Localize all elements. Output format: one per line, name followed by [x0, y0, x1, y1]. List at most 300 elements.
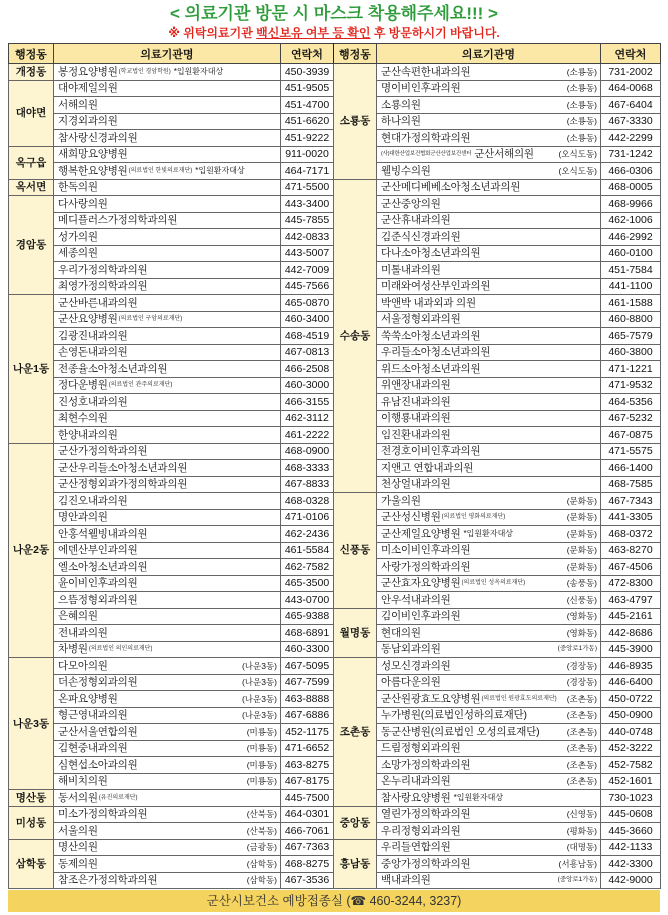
legal-dong-label: (산북동): [246, 809, 277, 820]
institution-name: 참조은가정의학과의원: [58, 874, 158, 887]
phone-number: 468-0372: [601, 526, 661, 543]
institution-name: 새희망요양병원: [58, 148, 128, 161]
institution-name: 동서의원: [58, 791, 98, 804]
institution-cell: [377, 179, 601, 196]
institution-cell: [54, 80, 281, 97]
phone-number: 467-7343: [601, 493, 661, 510]
institution-cell: [54, 707, 281, 724]
institution-cell: [377, 460, 601, 477]
district-cell: 개정동: [9, 64, 54, 81]
institution-name: 열린가정의학과의원: [381, 808, 471, 821]
institution-name-box: [377, 873, 600, 887]
phone-number: 467-7363: [281, 839, 334, 856]
legal-dong-label: (문화동): [566, 545, 597, 556]
legal-dong-label: (조촌동): [566, 776, 597, 787]
institution-name: 유남진내과의원: [381, 395, 451, 408]
legal-dong-label: (조촌동): [566, 759, 597, 770]
institution-list: [8, 43, 660, 912]
phone-number: 443-5007: [281, 245, 334, 262]
institution-name-box: [54, 329, 280, 343]
institution-cell: [54, 806, 281, 823]
institution-name: 군산속편한내과의원: [381, 65, 471, 78]
phone-number: 467-4506: [601, 559, 661, 576]
institution-name-box: [377, 659, 600, 673]
foundation-note: (의료법인 평화의료재단): [441, 514, 506, 521]
phone-number: 445-7855: [281, 212, 334, 229]
institution-cell: [54, 113, 281, 130]
legal-dong-label: (문화동): [566, 528, 597, 539]
institution-cell: [377, 311, 601, 328]
phone-number: 443-0700: [281, 592, 334, 609]
institution-name-box: [377, 494, 600, 508]
institution-name: 군산요양병원: [58, 313, 118, 326]
institution-name: 가울의원: [381, 494, 421, 507]
district-cell: 월명동: [334, 608, 377, 658]
district-cell: 삼학동: [9, 839, 54, 889]
institution-cell: [54, 410, 281, 427]
district-cell: 명산동: [9, 790, 54, 807]
institution-cell: [377, 344, 601, 361]
table-body: [9, 64, 661, 889]
institution-name-box: [377, 296, 600, 310]
table-row: [9, 493, 661, 510]
institution-cell: [377, 872, 601, 889]
institution-name-box: [377, 758, 600, 772]
institution-name: 세종의원: [58, 247, 98, 260]
district-cell: 나운3동: [9, 658, 54, 790]
institution-name-box: [377, 725, 600, 739]
institution-name: 서울의원: [58, 824, 98, 837]
institution-name: 아름다운의원: [381, 676, 441, 689]
institution-cell: [377, 146, 601, 163]
institution-name: 위앤장내과의원: [381, 379, 451, 392]
phone-number: 468-6891: [281, 625, 334, 642]
institution-cell: [377, 674, 601, 691]
phone-number: 461-5584: [281, 542, 334, 559]
legal-dong-label: (문화동): [566, 512, 597, 523]
legal-dong-label: (미룡동): [246, 759, 277, 770]
institution-name-box: [377, 131, 600, 145]
phone-number: 465-3500: [281, 575, 334, 592]
institution-name-box: [54, 477, 280, 491]
institution-name-box: [377, 642, 600, 656]
institution-name: 최현수의원: [58, 412, 108, 425]
institution-name-box: [54, 147, 280, 161]
phone-number: 442-1133: [601, 839, 661, 856]
institution-name-box: [54, 444, 280, 458]
institution-name-box: [54, 378, 280, 392]
institution-name-box: [377, 791, 600, 805]
institution-name: 우리들연합의원: [381, 841, 451, 854]
institution-name-box: [377, 675, 600, 689]
institution-name-box: [377, 114, 600, 128]
institution-name-box: [377, 147, 600, 161]
phone-number: 466-3155: [281, 394, 334, 411]
district-cell: 소룡동: [334, 64, 377, 180]
inpatient-only-tag: *입원환자대상: [453, 792, 504, 802]
institution-name-box: [377, 411, 600, 425]
inpatient-only-tag: *입원환자대상: [463, 528, 514, 538]
legal-dong-label: (산북동): [246, 825, 277, 836]
institution-name-box: [54, 576, 280, 590]
institution-name: 성모신경과의원: [381, 659, 451, 672]
foundation-note: (의료법인 원광효도의료재단): [481, 695, 557, 702]
institution-name: 김광진내과의원: [58, 329, 128, 342]
phone-number: 467-7599: [281, 674, 334, 691]
district-cell: 미성동: [9, 806, 54, 839]
phone-number: 468-4519: [281, 328, 334, 345]
column-header-phone: 연락처: [281, 44, 334, 64]
institution-name: 현대의원: [381, 626, 421, 639]
institution-name: 손영돈내과의원: [58, 346, 128, 359]
institution-name-box: [377, 593, 600, 607]
district-cell: 경암동: [9, 196, 54, 295]
institution-name-box: [54, 527, 280, 541]
phone-number: 471-1221: [601, 361, 661, 378]
legal-dong-label: (대명동): [566, 842, 597, 853]
institution-name: 진성호내과의원: [58, 395, 128, 408]
institution-name-box: [54, 857, 280, 871]
phone-number: 464-7171: [281, 163, 334, 180]
institution-name-box: [54, 164, 280, 178]
phone-number: 468-0900: [281, 443, 334, 460]
institution-name: 온누리내과의원: [381, 775, 451, 788]
institution-name-box: [377, 560, 600, 574]
institution-name-box: [54, 543, 280, 557]
institution-name-box: [54, 362, 280, 376]
institution-name: 사랑가정의학과의원: [381, 560, 471, 573]
phone-number: 445-7566: [281, 278, 334, 295]
institution-cell: [54, 328, 281, 345]
legal-dong-label: (문화동): [566, 495, 597, 506]
institution-cell: [54, 476, 281, 493]
institution-name-box: [377, 626, 600, 640]
institution-name-box: [377, 741, 600, 755]
institution-name: 우리들소아청소년과의원: [381, 346, 491, 359]
district-cell: 옥서면: [9, 179, 54, 196]
institution-name: 군산제일요양병원: [381, 527, 461, 540]
phone-number: 468-0005: [601, 179, 661, 196]
institution-cell: [377, 295, 601, 312]
institution-cell: [377, 542, 601, 559]
institution-name: 소룡의원: [381, 98, 421, 111]
institution-name-box: [54, 659, 280, 673]
institution-name-box: [54, 131, 280, 145]
column-header-institution: 의료기관명: [377, 44, 601, 64]
legal-dong-label: (소룡동): [566, 83, 597, 94]
institution-name: 우리가정의학과의원: [58, 263, 148, 276]
phone-number: 460-3400: [281, 311, 334, 328]
legal-dong-label: (나운3동): [241, 677, 277, 688]
legal-dong-label: (영화동): [566, 611, 597, 622]
institution-name-box: [377, 609, 600, 623]
institution-cell: [54, 163, 281, 180]
institution-name: 전종율소아청소년과의원: [58, 362, 168, 375]
institution-cell: [377, 625, 601, 642]
institution-cell: [377, 377, 601, 394]
phone-number: 452-3222: [601, 740, 661, 757]
institution-cell: [54, 625, 281, 642]
legal-dong-label: (중앙로1가동): [557, 876, 597, 884]
institution-name: 우리정형외과의원: [381, 824, 461, 837]
phone-number: 461-1588: [601, 295, 661, 312]
institution-cell: [377, 328, 601, 345]
institution-cell: [377, 443, 601, 460]
foundation-note: (의료법인 성옥의료재단): [461, 580, 526, 587]
institution-cell: [54, 592, 281, 609]
legal-dong-label: (나운3동): [241, 710, 277, 721]
institution-name: 위드소아청소년과의원: [381, 362, 481, 375]
legal-dong-label: (소룡동): [566, 99, 597, 110]
institution-name: 대야제일의원: [58, 82, 118, 95]
institution-name: 안우석내과의원: [381, 593, 451, 606]
institution-name-box: [54, 774, 280, 788]
table-row: [9, 658, 661, 675]
phone-number: 471-5575: [601, 443, 661, 460]
legal-dong-label: (삼학동): [246, 875, 277, 886]
institution-cell: [54, 526, 281, 543]
institution-name: 미소가정의학과의원: [58, 808, 148, 821]
phone-number: 451-6620: [281, 113, 334, 130]
phone-number: 450-3939: [281, 64, 334, 81]
legal-dong-label: (서흥남동): [558, 858, 597, 869]
institution-cell: [377, 757, 601, 774]
institution-cell: [377, 509, 601, 526]
district-cell: 나운2동: [9, 443, 54, 658]
institution-name-box: [54, 114, 280, 128]
institution-name-box: [377, 543, 600, 557]
institution-name: 누가병원(의료법인성하의료재단): [381, 709, 527, 722]
phone-number: 462-1006: [601, 212, 661, 229]
column-header-institution: 의료기관명: [54, 44, 281, 64]
phone-number: 464-5356: [601, 394, 661, 411]
institution-cell: [377, 592, 601, 609]
phone-number: 466-2508: [281, 361, 334, 378]
institution-cell: [54, 493, 281, 510]
institution-name-box: [54, 708, 280, 722]
institution-cell: [54, 377, 281, 394]
phone-number: 460-8800: [601, 311, 661, 328]
institution-cell: [54, 757, 281, 774]
phone-number: 445-3660: [601, 823, 661, 840]
phone-number: 471-0106: [281, 509, 334, 526]
phone-number: 442-8686: [601, 625, 661, 642]
institution-name: 에덴산부인과의원: [58, 544, 138, 557]
institution-name: 참사랑요양병원: [381, 791, 451, 804]
institution-name: 임진환내과의원: [381, 428, 451, 441]
phone-number: 467-0813: [281, 344, 334, 361]
institution-name: 동제의원: [58, 857, 98, 870]
institution-name-box: [54, 560, 280, 574]
institution-cell: [377, 806, 601, 823]
institution-cell: [54, 262, 281, 279]
institution-name-box: [54, 758, 280, 772]
institution-name-box: [54, 725, 280, 739]
notice-emphasis: 백신보유 여부 등 확인: [256, 26, 371, 40]
institution-cell: [377, 526, 601, 543]
foundation-note: (의료법인 구암의료재단): [118, 316, 183, 323]
institution-name: 정다운병원: [58, 379, 108, 392]
institution-name-box: [54, 197, 280, 211]
institution-name: 미래와여성산부인과의원: [381, 280, 491, 293]
institution-name: 이행룡내과의원: [381, 412, 451, 425]
district-cell: 옥구읍: [9, 146, 54, 179]
institution-name: 서해의원: [58, 98, 98, 111]
institution-name: 김현중내과의원: [58, 742, 128, 755]
institution-name: 다사랑의원: [58, 197, 108, 210]
phone-number: 464-0301: [281, 806, 334, 823]
foundation-note: (유진의료재단): [98, 794, 138, 801]
institution-name: 군산서울연합의원: [58, 725, 138, 738]
institution-name: 군산휴내과의원: [381, 214, 451, 227]
visit-notice: [0, 25, 668, 41]
institution-name: 서울정형외과의원: [381, 313, 461, 326]
institution-cell: [54, 229, 281, 246]
legal-dong-label: (조촌동): [566, 726, 597, 737]
district-cell: 수송동: [334, 179, 377, 493]
phone-number: 446-8935: [601, 658, 661, 675]
phone-number: 467-6886: [281, 707, 334, 724]
institution-name-box: [54, 428, 280, 442]
institution-name: 군산우리들소아청소년과의원: [58, 461, 188, 474]
institution-cell: [54, 146, 281, 163]
institution-cell: [377, 839, 601, 856]
institution-cell: [377, 493, 601, 510]
institution-name: 최영가정의학과의원: [58, 280, 148, 293]
institution-name-box: [377, 263, 600, 277]
phone-number: 462-3112: [281, 410, 334, 427]
institution-cell: [377, 278, 601, 295]
institution-name-box: [377, 444, 600, 458]
institution-name-box: [377, 807, 600, 821]
inpatient-only-tag: *입원환자대상: [195, 165, 245, 175]
institution-cell: [54, 509, 281, 526]
institution-name-box: [54, 411, 280, 425]
phone-number: 463-4797: [601, 592, 661, 609]
institution-name-box: [54, 312, 280, 326]
phone-number: 468-0328: [281, 493, 334, 510]
institution-name-box: [54, 824, 280, 838]
institution-name-box: [377, 81, 600, 95]
legal-dong-label: (소룡동): [566, 66, 597, 77]
institution-name: 지경외과의원: [58, 115, 118, 128]
column-header-district: 행정동: [334, 44, 377, 64]
phone-number: 441-3305: [601, 509, 661, 526]
table-row: [9, 839, 661, 856]
institution-cell: [377, 476, 601, 493]
phone-number: 460-3000: [281, 377, 334, 394]
phone-number: 471-9532: [601, 377, 661, 394]
phone-number: 465-7579: [601, 328, 661, 345]
institution-name: 소망가정의학과의원: [381, 758, 471, 771]
phone-number: 442-0833: [281, 229, 334, 246]
institution-name-box: [54, 279, 280, 293]
institution-cell: [377, 394, 601, 411]
institution-cell: [54, 872, 281, 889]
phone-number: 466-7061: [281, 823, 334, 840]
institution-name: 온파요양병원: [58, 692, 118, 705]
institution-name: 천상얼내과의원: [381, 478, 451, 491]
institution-name-box: [377, 180, 600, 194]
phone-number: 443-3400: [281, 196, 334, 213]
institution-cell: [377, 773, 601, 790]
institution-cell: [377, 245, 601, 262]
phone-number: 463-8270: [601, 542, 661, 559]
phone-number: 442-3300: [601, 856, 661, 873]
institution-name: 더손정형외과의원: [58, 676, 138, 689]
institution-name-box: [377, 510, 600, 524]
legal-dong-label: (나운3동): [241, 660, 277, 671]
institution-cell: [54, 790, 281, 807]
phone-number: 460-3300: [281, 641, 334, 658]
institution-name: 드림정형외과의원: [381, 742, 461, 755]
phone-number: 468-3333: [281, 460, 334, 477]
legal-dong-label: (평화동): [566, 825, 597, 836]
institution-name: 백내과의원: [381, 874, 431, 887]
institution-cell: [54, 724, 281, 741]
table-row: [9, 179, 661, 196]
phone-number: 445-0608: [601, 806, 661, 823]
phone-number: 460-0100: [601, 245, 661, 262]
institution-cell: [377, 608, 601, 625]
legal-dong-label: (소룡동): [566, 132, 597, 143]
district-cell: 나운1동: [9, 295, 54, 444]
column-header-district: 행정동: [9, 44, 54, 64]
institution-name: 현대가정의학과의원: [381, 131, 471, 144]
institution-name: 동남외과의원: [381, 643, 441, 656]
institution-cell: [54, 344, 281, 361]
institution-name-box: [54, 873, 280, 887]
institution-cell: [54, 575, 281, 592]
legal-dong-label: (미룡동): [246, 776, 277, 787]
legal-dong-label: (소룡동): [566, 116, 597, 127]
phone-number: 442-9000: [601, 872, 661, 889]
institution-cell: [377, 427, 601, 444]
institution-name: 안홍석웰빙내과의원: [58, 527, 148, 540]
institution-cell: [377, 262, 601, 279]
institution-cell: [377, 790, 601, 807]
institution-name: 한독의원: [58, 181, 98, 194]
institution-name: 다모아의원: [58, 659, 108, 672]
institution-cell: [377, 80, 601, 97]
institution-name-box: [54, 741, 280, 755]
institution-name-box: [377, 692, 600, 706]
institution-name: 동군산병원(의료법인 오성의료재단): [381, 725, 540, 738]
phone-number: 450-0900: [601, 707, 661, 724]
institution-table: [8, 43, 661, 889]
institution-name: 명이비인후과의원: [381, 82, 461, 95]
institution-cell: [54, 196, 281, 213]
institution-name-box: [54, 230, 280, 244]
institution-name: 으뜸정형외과의원: [58, 593, 138, 606]
institution-name: 군산효자요양병원: [381, 577, 461, 590]
institution-name: 성가의원: [58, 230, 98, 243]
institution-name-box: [377, 164, 600, 178]
institution-name: 차병원: [58, 643, 88, 656]
institution-cell: [377, 856, 601, 873]
institution-name: 쑥쑥소아청소년과의원: [381, 329, 481, 342]
institution-name-box: [377, 362, 600, 376]
institution-cell: [377, 64, 601, 81]
institution-name-box: [377, 708, 600, 722]
phone-number: 441-1100: [601, 278, 661, 295]
legal-dong-label: (미룡동): [246, 743, 277, 754]
institution-cell: [54, 311, 281, 328]
footer-contact: 군산시보건소 예방접종실 (☎ 460-3244, 3237): [8, 890, 660, 912]
institution-name: 하나의원: [381, 115, 421, 128]
phone-number: 460-3800: [601, 344, 661, 361]
legal-dong-label: (경장동): [566, 677, 597, 688]
